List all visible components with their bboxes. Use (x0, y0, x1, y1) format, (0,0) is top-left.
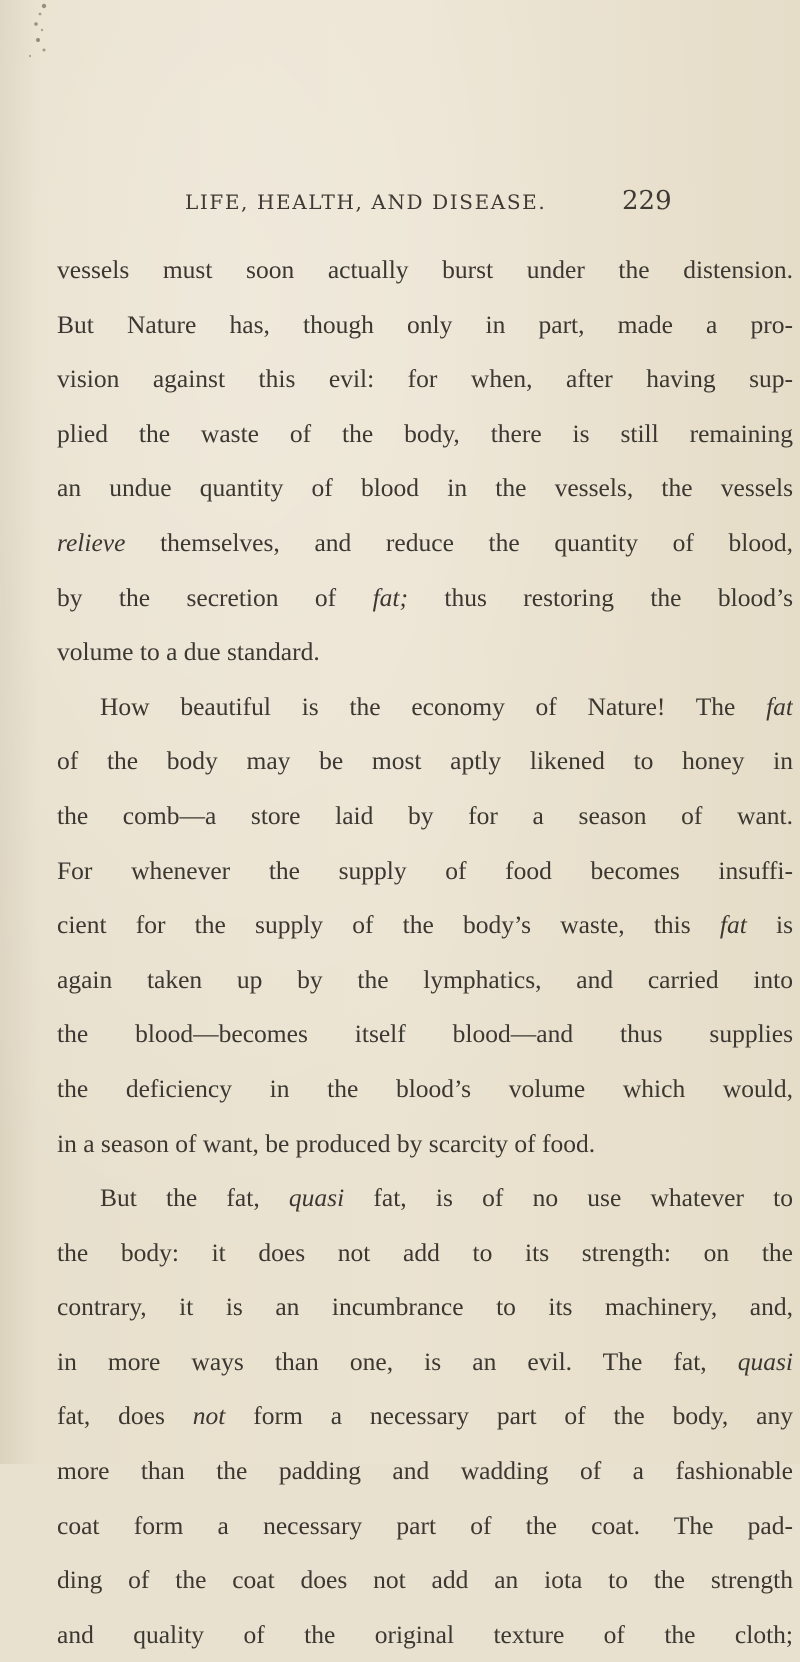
italic-word: relieve (57, 527, 126, 557)
paper-foxing-marks (0, 0, 80, 70)
body-text (57, 243, 793, 1662)
text-line: volume to a due standard. (57, 637, 320, 667)
text-line: ding of the coat does not add an iota to the strength (57, 1565, 793, 1595)
text-line: vessels must soon actually burst under the distension. (57, 255, 793, 284)
page-number: 229 (622, 186, 672, 216)
text-line: For whenever the supply of food becomes insuffi- (57, 855, 793, 885)
text-line: relieve themselves, and reduce the quantity of blood, (57, 527, 793, 557)
italic-word: not (192, 1401, 226, 1431)
text-line: vision against this evil: for when, after having sup- (57, 364, 793, 394)
running-head (0, 186, 800, 230)
text-line: fat, does not form a necessary part of the body, any (57, 1401, 793, 1431)
text-line: again taken up by the lymphatics, and carried into (57, 964, 793, 994)
italic-word: fat (719, 910, 747, 940)
text-line: contrary, it is an incumbrance to its machinery, and, (57, 1292, 793, 1322)
text-line: more than the padding and wadding of a fashionable (57, 1456, 793, 1486)
text-line: an undue quantity of blood in the vessels, the vessels (57, 473, 793, 503)
text-line: cient for the supply of the body’s waste, this fat is (57, 910, 793, 940)
running-title: LIFE, HEALTH, AND DISEASE. (185, 190, 547, 214)
text-line: But Nature has, though only in part, made a pro- (57, 309, 793, 339)
text-line: and quality of the original texture of the cloth; (57, 1619, 793, 1649)
text-line: by the secretion of fat; thus restoring the blood’s (57, 582, 793, 612)
text-line: in a season of want, be produced by scarcity of food. (57, 1128, 596, 1158)
text-line: the body: it does not add to its strength: on the (57, 1237, 793, 1267)
italic-word: fat (766, 691, 793, 721)
italic-word: quasi (737, 1346, 793, 1376)
italic-word: fat; (372, 582, 408, 612)
text-line: the comb—a store laid by for a season of want. (57, 800, 793, 830)
paragraph-start-line: But the fat, quasi fat, is of no use whatever to (100, 1183, 793, 1213)
text-line: plied the waste of the body, there is still remaining (57, 418, 793, 448)
text-line: in more ways than one, is an evil. The fat, quasi (57, 1346, 793, 1376)
paragraph-start-line: How beautiful is the economy of Nature! The fat (100, 691, 793, 721)
italic-word: quasi (288, 1183, 345, 1213)
text-line: the deficiency in the blood’s volume which would, (57, 1073, 793, 1103)
text-line: coat form a necessary part of the coat. The pad- (57, 1510, 793, 1540)
text-line: of the body may be most aptly likened to honey in (57, 746, 793, 776)
text-line: the blood—becomes itself blood—and thus supplies (57, 1019, 793, 1049)
